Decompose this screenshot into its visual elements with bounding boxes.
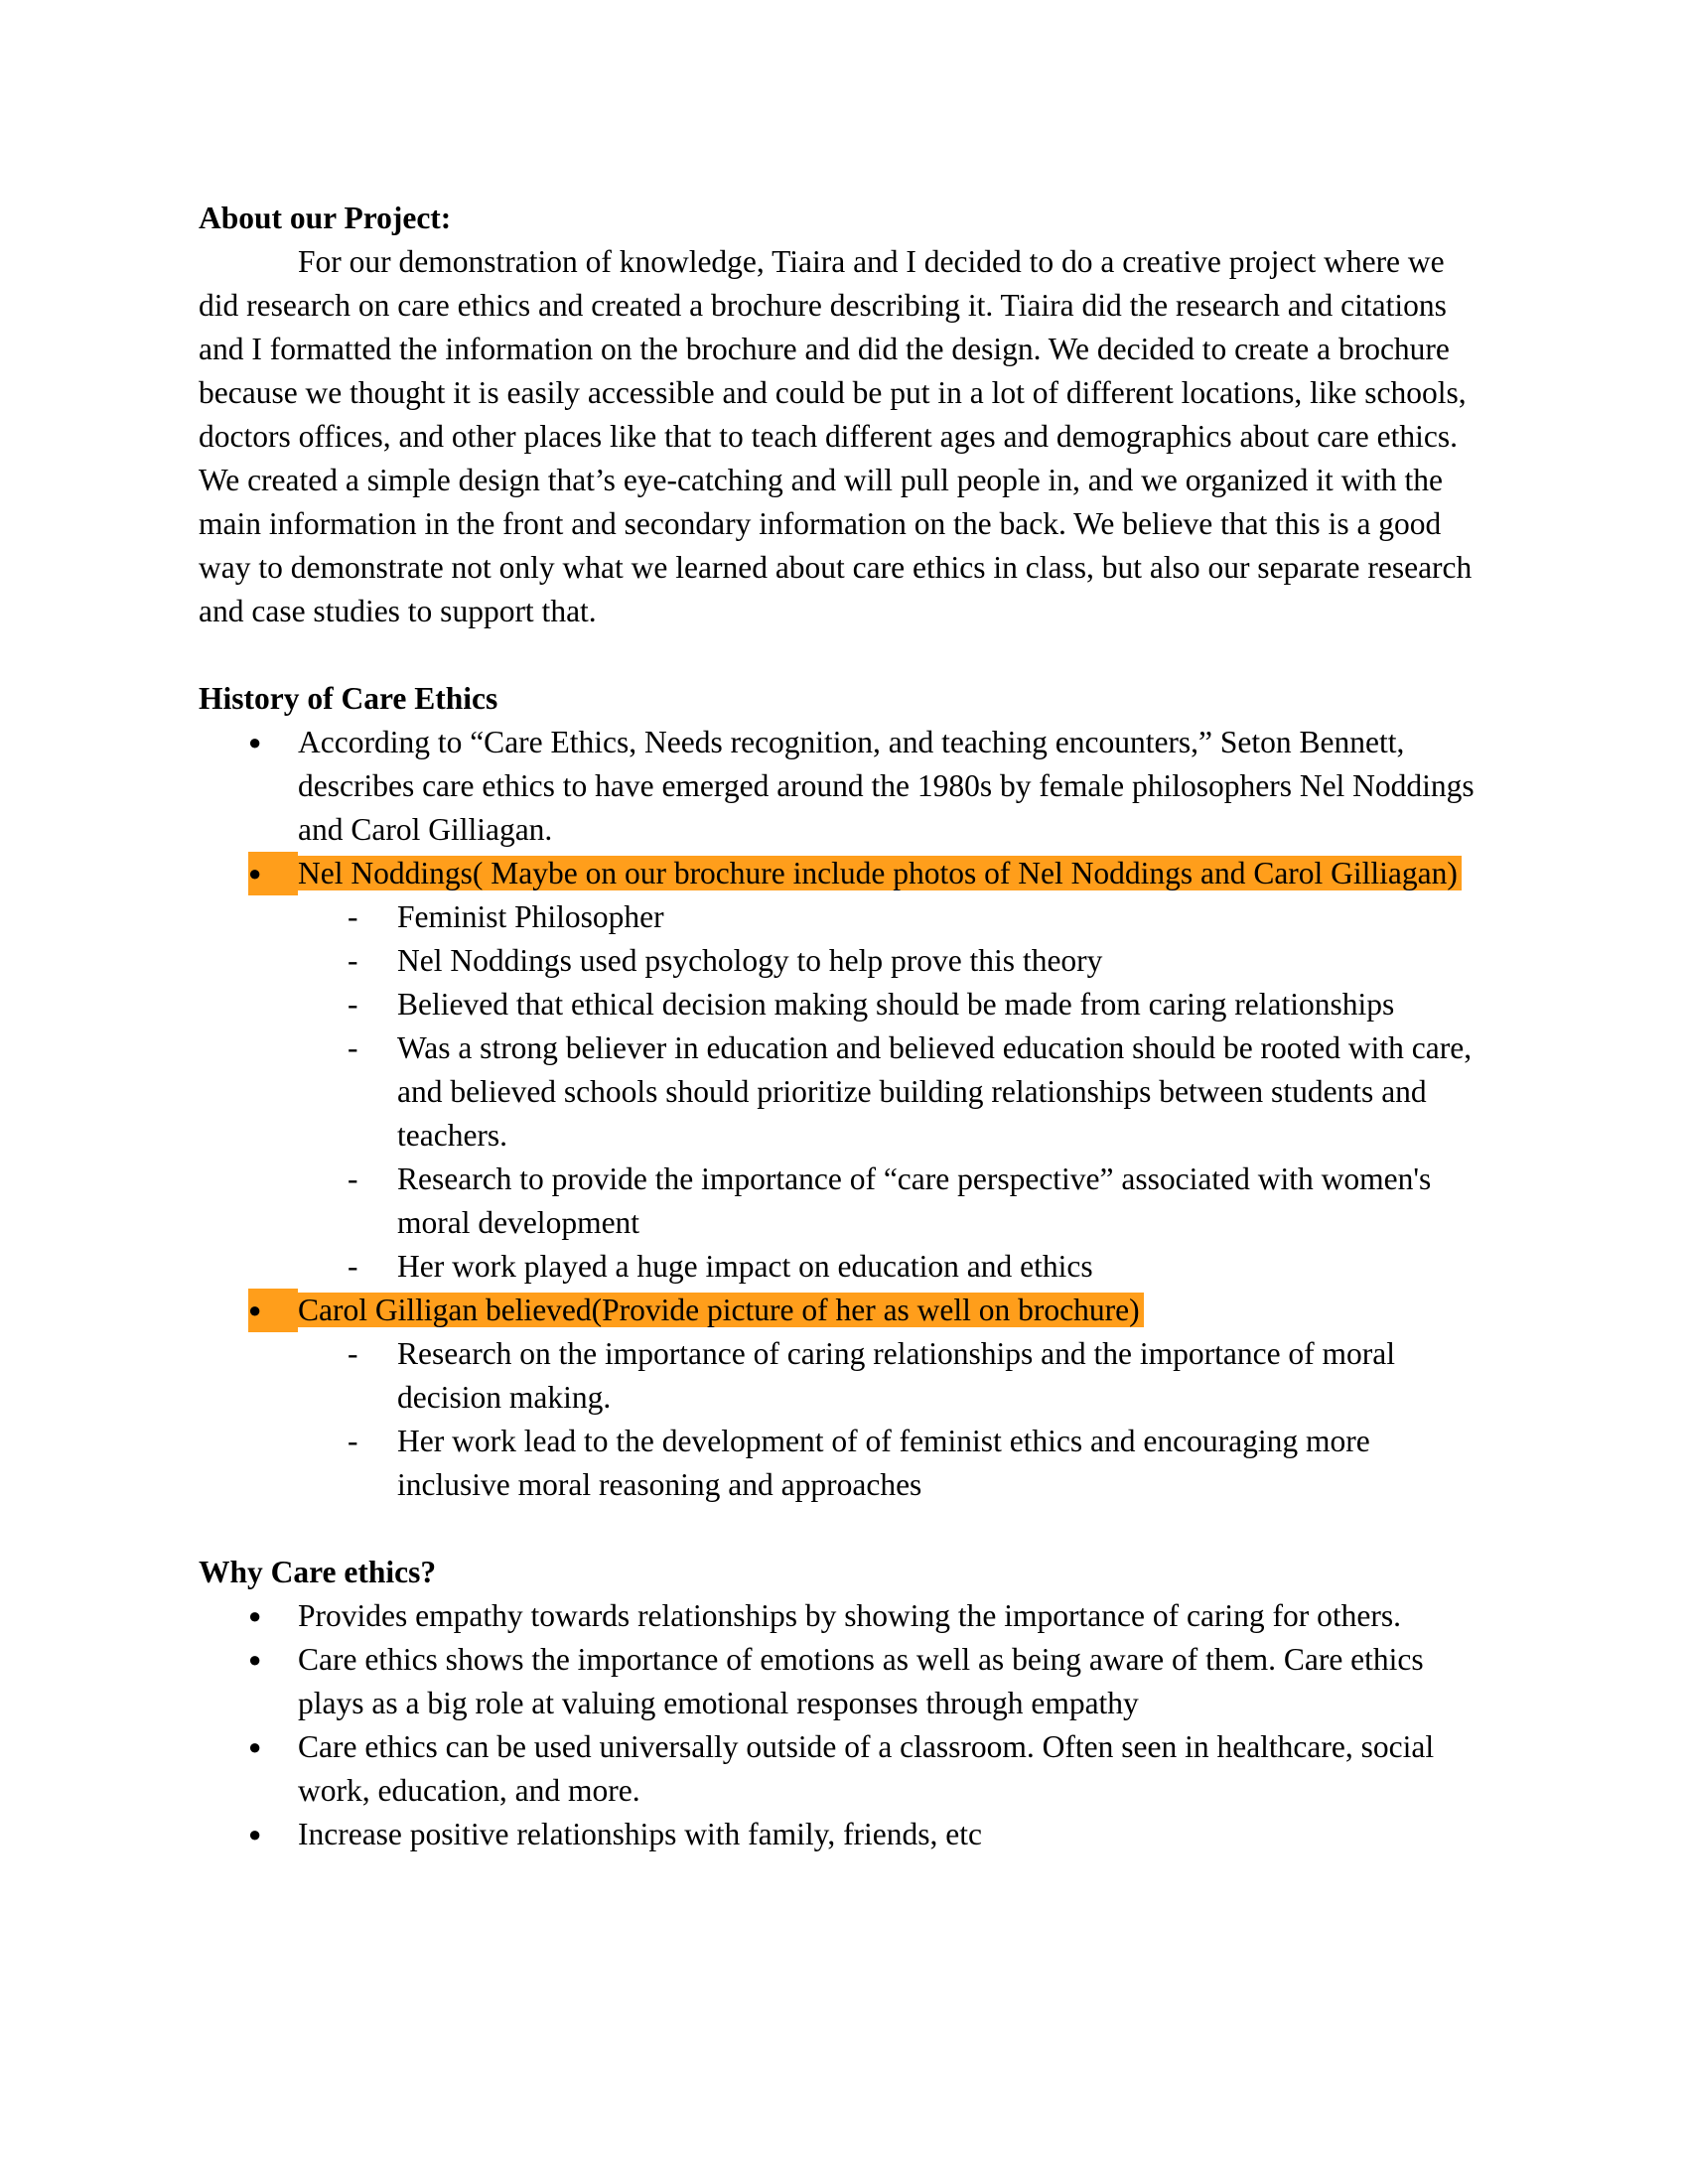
list-item: [298, 895, 1489, 939]
dash-icon: -: [348, 1424, 358, 1458]
point-text: Believed that ethical decision making should be made from caring relationships: [397, 987, 1395, 1022]
list-item: [298, 1026, 1489, 1158]
list-item: [199, 1725, 1489, 1813]
bullet-icon: ●: [248, 1647, 262, 1672]
noddings-points: [298, 895, 1489, 1289]
dash-icon: -: [348, 1336, 358, 1371]
list-item: [199, 1638, 1489, 1725]
why-heading: Why Care ethics?: [199, 1555, 437, 1589]
bullet-icon: ●: [248, 1289, 298, 1332]
list-item: [199, 721, 1489, 852]
highlighted-text-noddings: Nel Noddings( Maybe on our brochure include photos of Nel Noddings and Carol Gilliagan): [298, 856, 1462, 890]
point-text: Was a strong believer in education and believed education should be rooted with care, and believed schools should prioritize building relationships between students and teachers.: [397, 1030, 1473, 1153]
point-text: Care ethics can be used universally outside of a classroom. Often seen in healthcare, social work, education, and more.: [298, 1729, 1435, 1808]
dash-icon: -: [348, 1161, 358, 1196]
list-item: [298, 1332, 1489, 1420]
dash-icon: -: [348, 1249, 358, 1284]
gilligan-list: [199, 1289, 1489, 1332]
highlighted-text-gilligan: Carol Gilligan believed(Provide picture of her as well on brochure): [298, 1293, 1144, 1327]
list-item: [298, 1158, 1489, 1245]
history-list: [199, 721, 1489, 895]
document-page: [199, 197, 1489, 1856]
list-item-noddings: [199, 852, 1489, 895]
point-text: Her work lead to the development of of feminist ethics and encouraging more inclusive moral reasoning and approaches: [397, 1424, 1370, 1502]
list-item: [298, 983, 1489, 1026]
bullet-icon: ●: [248, 1734, 262, 1759]
point-text: Care ethics shows the importance of emotions as well as being aware of them. Care ethics plays as a big role at valuing emotional responses through empathy: [298, 1642, 1424, 1720]
dash-icon: -: [348, 1030, 358, 1065]
point-text: Research to provide the importance of “care perspective” associated with women's moral development: [397, 1161, 1432, 1240]
history-intro-text: According to “Care Ethics, Needs recognition, and teaching encounters,” Seton Bennett, describes care ethics to have emerged around the 1980s by female philosophers Nel Noddings and Carol Gilliagan.: [298, 725, 1475, 847]
point-text: Her work played a huge impact on education and ethics: [397, 1249, 1093, 1284]
list-item: [199, 1813, 1489, 1856]
about-paragraph: For our demonstration of knowledge, Tiaira and I decided to do a creative project where we did research on care ethics and created a brochure describing it. Tiaira did the research and citations and I formatted the information on the brochure and did the design. We decided to create a brochure because we thought it is easily accessible and could be put in a lot of different locations, like schools, doctors offices, and other places like that to teach different ages and demographics about care ethics. We created a simple design that’s eye-catching and will pull people in, and we organized it with the main information in the front and secondary information on the back. We believe that this is a good way to demonstrate not only what we learned about care ethics in class, but also our separate research and case studies to support that.: [199, 244, 1473, 628]
about-heading: About our Project:: [199, 201, 452, 235]
point-text: Research on the importance of caring relationships and the importance of moral decision making.: [397, 1336, 1396, 1415]
bullet-icon: ●: [248, 730, 262, 754]
point-text: Feminist Philosopher: [397, 899, 664, 934]
gilligan-points: [298, 1332, 1489, 1507]
list-item: [298, 1245, 1489, 1289]
dash-icon: -: [348, 987, 358, 1022]
spacer: [199, 633, 1489, 677]
list-item: [199, 1594, 1489, 1638]
bullet-icon: ●: [248, 852, 298, 895]
history-heading: History of Care Ethics: [199, 681, 498, 716]
list-item: [298, 939, 1489, 983]
list-item: [298, 1420, 1489, 1507]
dash-icon: -: [348, 899, 358, 934]
point-text: Provides empathy towards relationships by showing the importance of caring for others.: [298, 1598, 1402, 1633]
bullet-icon: ●: [248, 1822, 262, 1846]
point-text: Increase positive relationships with family, friends, etc: [298, 1817, 983, 1851]
dash-icon: -: [348, 943, 358, 978]
list-item-gilligan: [199, 1289, 1489, 1332]
bullet-icon: ●: [248, 1603, 262, 1628]
point-text: Nel Noddings used psychology to help prove this theory: [397, 943, 1103, 978]
why-list: [199, 1594, 1489, 1856]
spacer: [199, 1507, 1489, 1551]
